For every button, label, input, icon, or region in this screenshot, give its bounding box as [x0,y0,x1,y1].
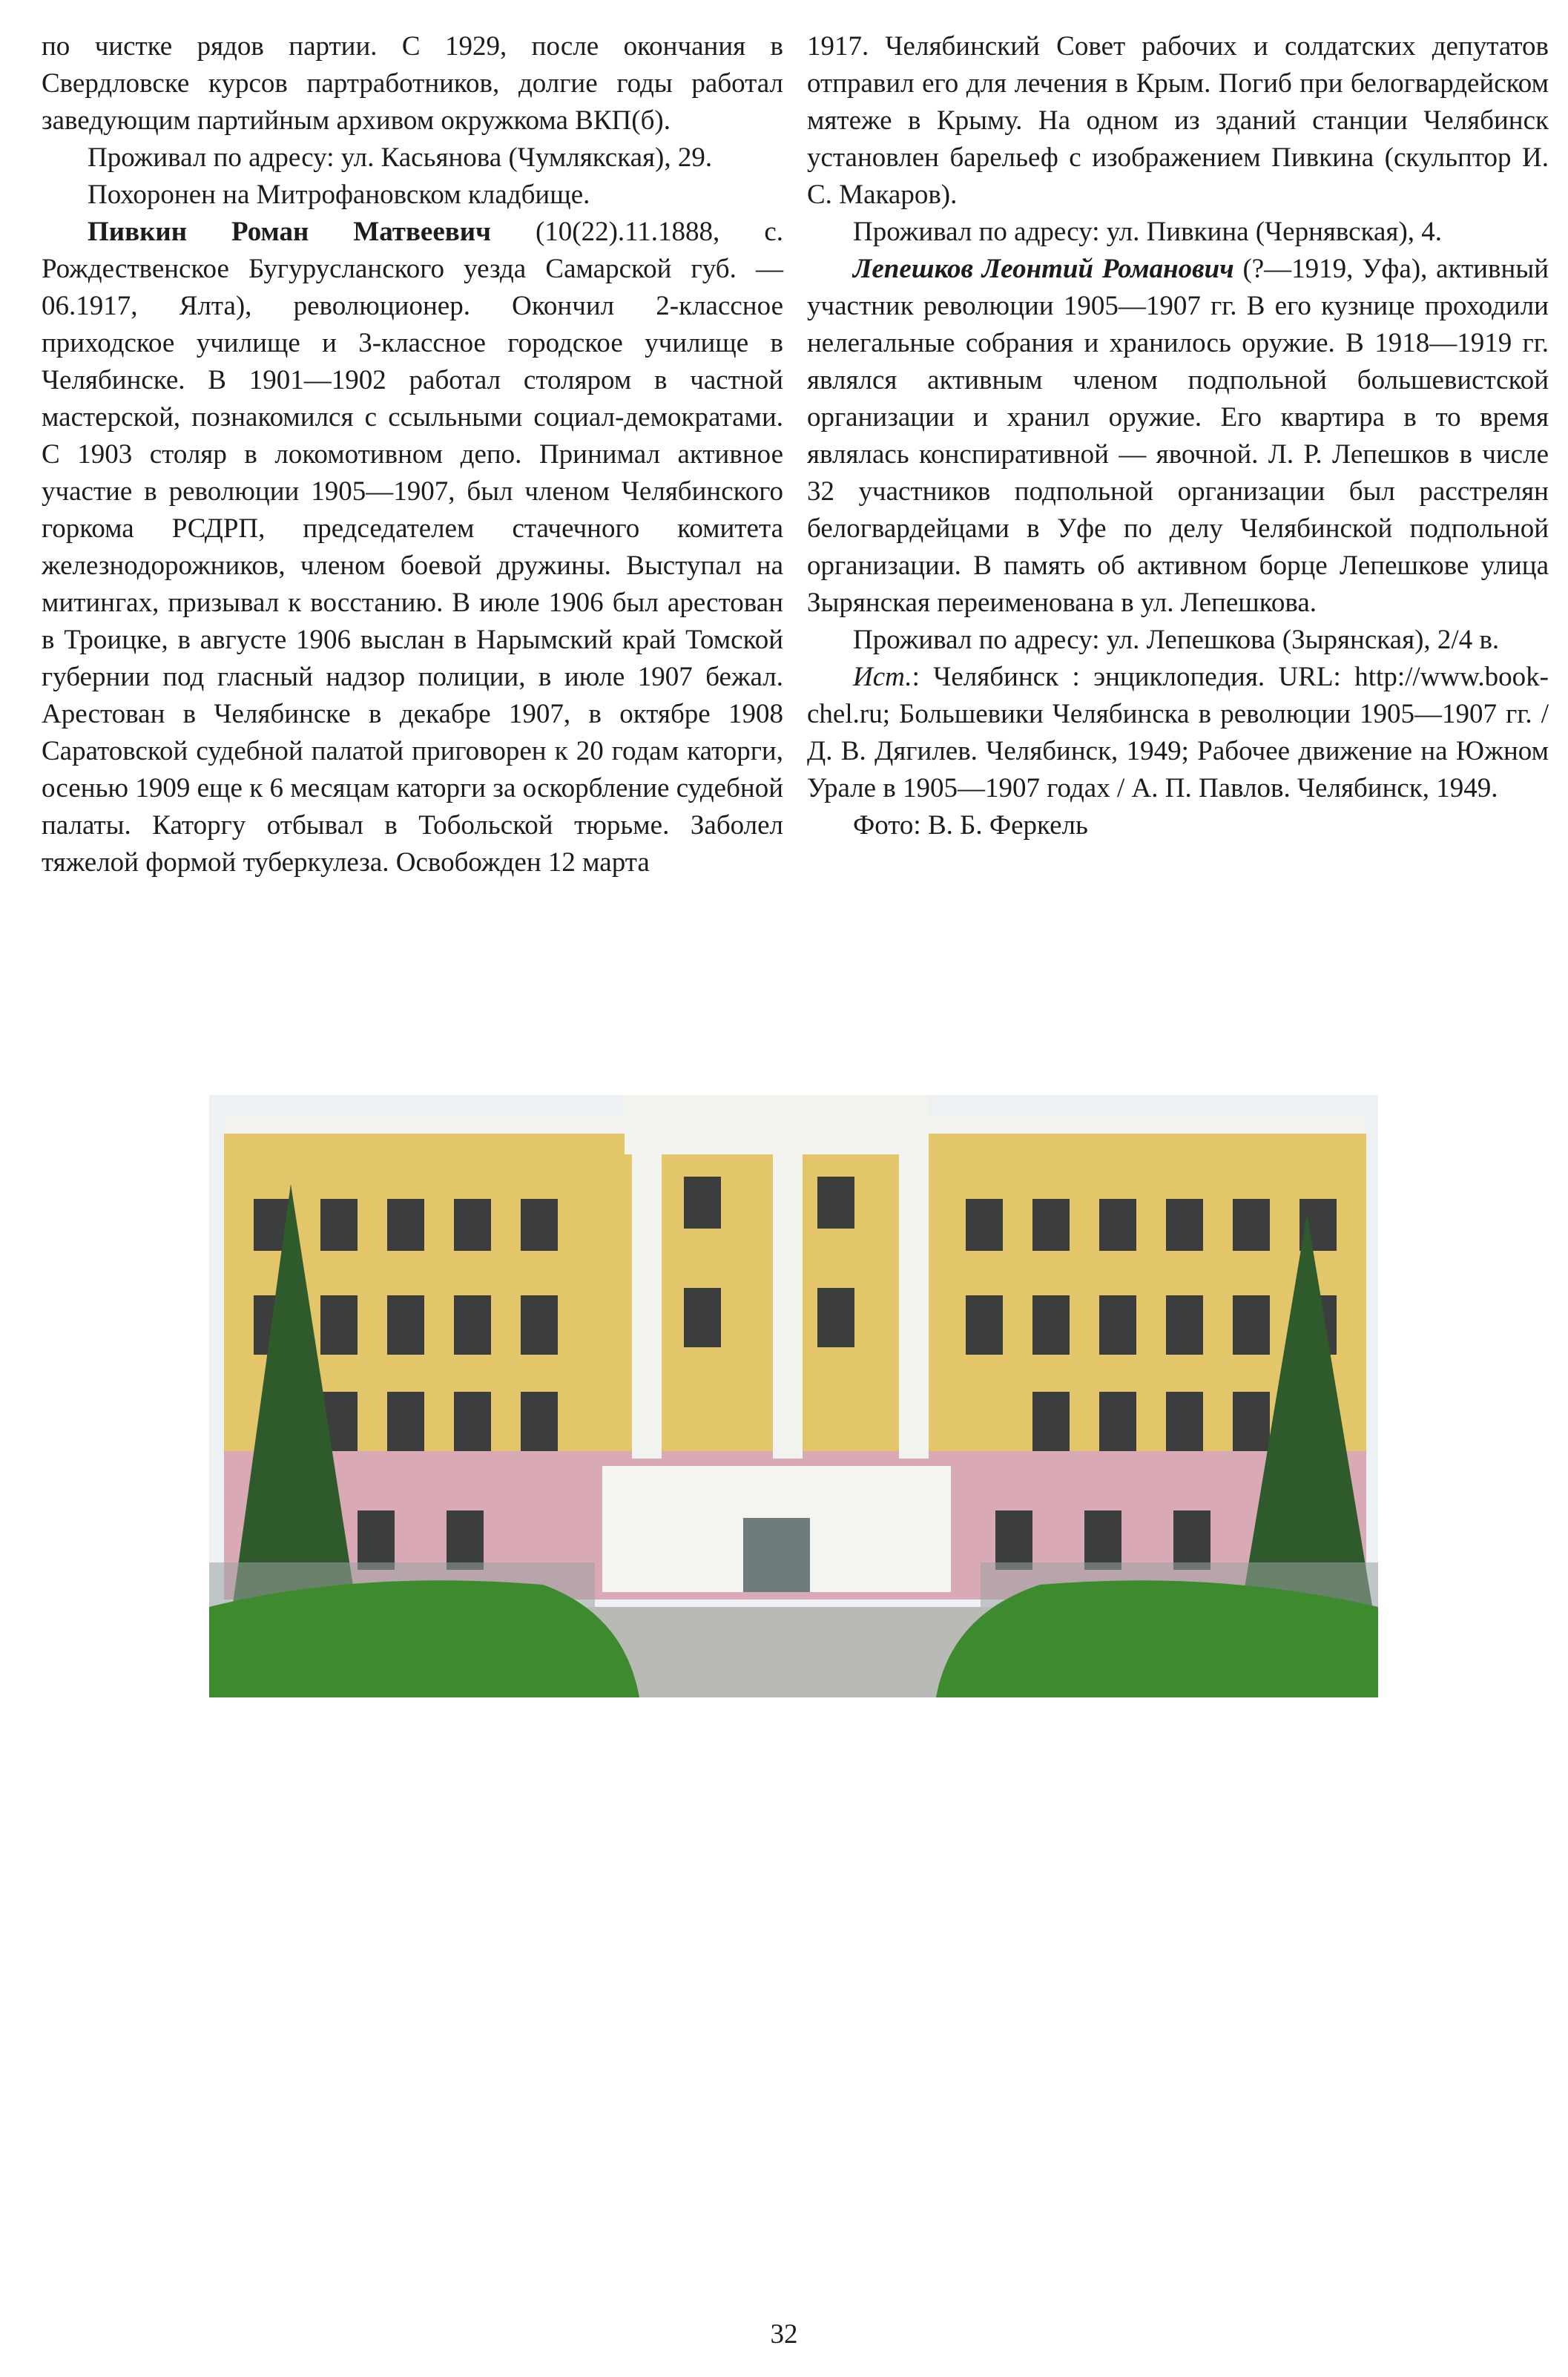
paragraph: по чистке рядов партии. С 1929, после окончания в Свердловске курсов партработников, долгие годы работал заведующим партийным архивом окружкома ВКП(б). [42,31,783,136]
person-name: Пивкин Роман Матвеевич [88,217,491,247]
page-number: 32 [770,2319,798,2350]
sources-text: : Челябинск : энциклопедия. URL: http://www.book-chel.ru; Большевики Челябинска в революции 1905—1907 гг. / Д. В. Дягилев. Челябинск, 1949; Рабочее движение на Южном Урале в 1905—1907 годах / А. П. Павлов. Челябинск, 1949. [807,662,1549,803]
biography-pivkin [42,214,783,881]
sources [807,659,1549,807]
cornice [224,1117,1366,1134]
pilaster [632,1140,662,1459]
pilaster [899,1140,929,1459]
paragraph: Проживал по адресу: ул. Касьянова (Чумлякская), 29. [88,142,713,173]
paragraph: Проживал по адресу: ул. Пивкина (Чернявская), 4. [853,217,1443,247]
paragraph-text: (?—1919, Уфа), активный участник революции 1905—1907 гг. В его кузнице проходили нелегальные собрания и хранилось оружие. В 1918—1919 гг. являлся активным членом подпольной большевистской организации и хранил оружие. Его квартира в то время являлась конспиративной — явочной. Л. Р. Лепешков в числе 32 участников подпольной организации был расстрелян белогвардейцами в Уфе по делу Челябинской подпольной организации. В память об активном борце Лепешкове улица Зырянская переименована в ул. Лепешкова. [807,254,1549,618]
paragraph-text: (10(22).11.1888, с. Рождественское Бугурусланского уезда Самарской губ. — 06.1917, Ялта), революционер. Окончил 2-классное приходское училище и 3-классное городское училище в Челябинске. В 1901—1902 работал столяром в частной мастерской, познакомился с ссыльными социал-демократами. С 1903 столяр в локомотивном депо. Принимал активное участие в революции 1905—1907, был членом Челябинского горкома РСДРП, председателем стачечного комитета железнодорожников, членом боевой дружины. Выступал на митингах, призывал к восстанию. В июле 1906 был арестован в Троицке, в августе 1906 выслан в Нарымский край Томской губернии под гласный надзор полиции, в июле 1907 бежал. Арестован в Челябинске в декабре 1907, в октябре 1908 Саратовской судебной палатой приговорен к 20 годам каторги, осенью 1909 еще к 6 месяцам каторги за оскорбление судебной палаты. Каторгу отбывал в Тобольской тюрьме. Заболел тяжелой формой туберкулеза. Освобожден 12 марта [42,217,783,878]
left-column [42,28,783,881]
building-photo [209,1095,1378,1697]
paragraph: Проживал по адресу: ул. Лепешкова (Зырянская), 2/4 в. [853,625,1500,655]
sources-label: Ист. [853,662,912,692]
paragraph: Похоронен на Митрофановском кладбище. [88,180,590,210]
entrance-door [743,1518,810,1592]
pilaster [773,1140,803,1459]
person-name: Лепешков Леонтий Романович [853,254,1234,284]
biography-lepeshkov [807,251,1549,622]
photo-credit: Фото: В. Б. Феркель [853,810,1088,841]
paragraph: 1917. Челябинский Совет рабочих и солдатских депутатов отправил его для лечения в Крым. Погиб при белогвардейском мятеже в Крыму. На одном из зданий станции Челябинск установлен барельеф с изображением Пивкина (скульптор И. С. Макаров). [807,31,1549,210]
right-column [807,28,1549,844]
